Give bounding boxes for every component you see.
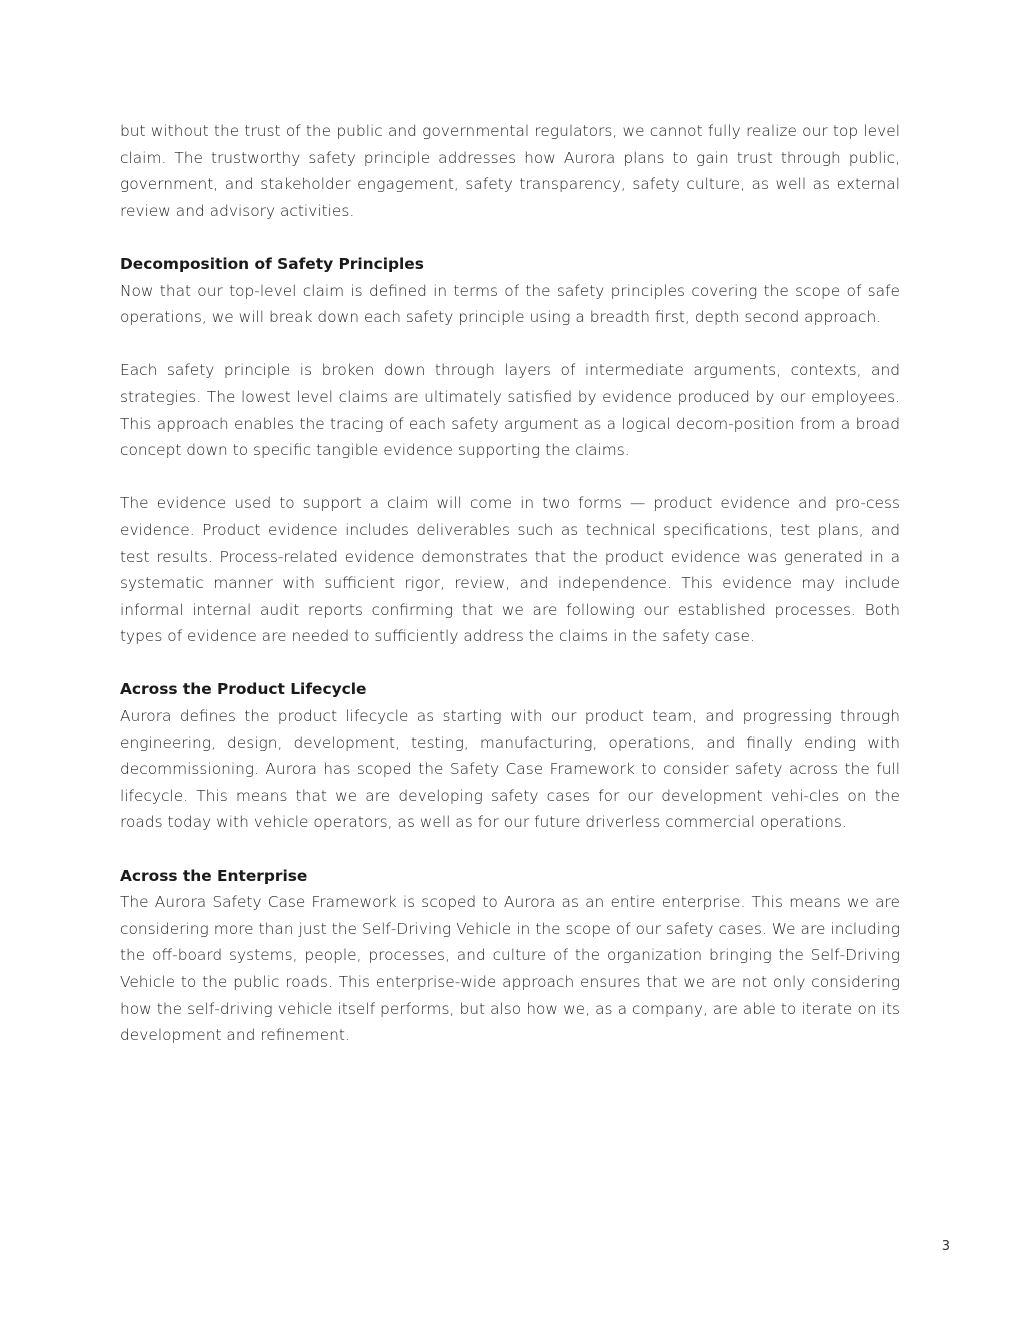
section-paragraph: The Aurora Safety Case Framework is scoped to Aurora as an entire enterprise. This means we are considering more than just the Self-Driving Vehicle in the scope of our safety cases. We are including the off-board systems, people, processes, and culture of the organization bringing the Self-Driving Vehicle to the public roads. This enterprise-wide approach ensures that we are not only considering how the self-driving vehicle itself performs, but also how we, as a company, are able to iterate on its development and refinement. xyxy=(120,893,900,1045)
section-product-lifecycle xyxy=(120,676,900,836)
page-number: 3 xyxy=(941,1239,950,1254)
intro-paragraph: but without the trust of the public and governmental regulators, we cannot fully realize our top level claim. The trustworthy safety principle addresses how Aurora plans to gain trust through public, government, and stakeholder engagement, safety transparency, safety culture, as well as external review and advisory activities. xyxy=(120,122,900,220)
section-heading: Across the Product Lifecycle xyxy=(120,680,367,699)
section-paragraph: Now that our top-level claim is defined in terms of the safety principles covering the scope of safe operations, we will break down each safety principle using a breadth first, depth second approach. xyxy=(120,281,900,327)
section-heading: Across the Enterprise xyxy=(120,866,308,885)
section-decomposition xyxy=(120,251,900,650)
section-enterprise xyxy=(120,863,900,1049)
document-body xyxy=(120,118,900,1075)
section-paragraph: The evidence used to support a claim will come in two forms — product evidence and pro-cess evidence. Product evidence includes deliverables such as technical specifications, test plans, and test results. Process-related evidence demonstrates that the product evidence was generated in a systematic manner with sufficient rigor, review, and independence. This evidence may include informal internal audit reports confirming that we are following our established processes. Both types of evidence are needed to sufficiently address the claims in the safety case. xyxy=(120,494,900,646)
section-heading: Decomposition of Safety Principles xyxy=(120,254,424,273)
section-paragraph: Each safety principle is broken down through layers of intermediate arguments, contexts, and strategies. The lowest level claims are ultimately satisfied by evidence produced by our employees. This approach enables the tracing of each safety argument as a logical decom-position from a broad concept down to specific tangible evidence supporting the claims. xyxy=(120,361,900,460)
section-paragraph: Aurora defines the product lifecycle as starting with our product team, and progressing through engineering, design, development, testing, manufacturing, operations, and finally ending with decommissioning. Aurora has scoped the Safety Case Framework to consider safety across the full lifecycle. This means that we are developing safety cases for our development vehi-cles on the roads today with vehicle operators, as well as for our future driverless commercial operations. xyxy=(120,707,900,832)
